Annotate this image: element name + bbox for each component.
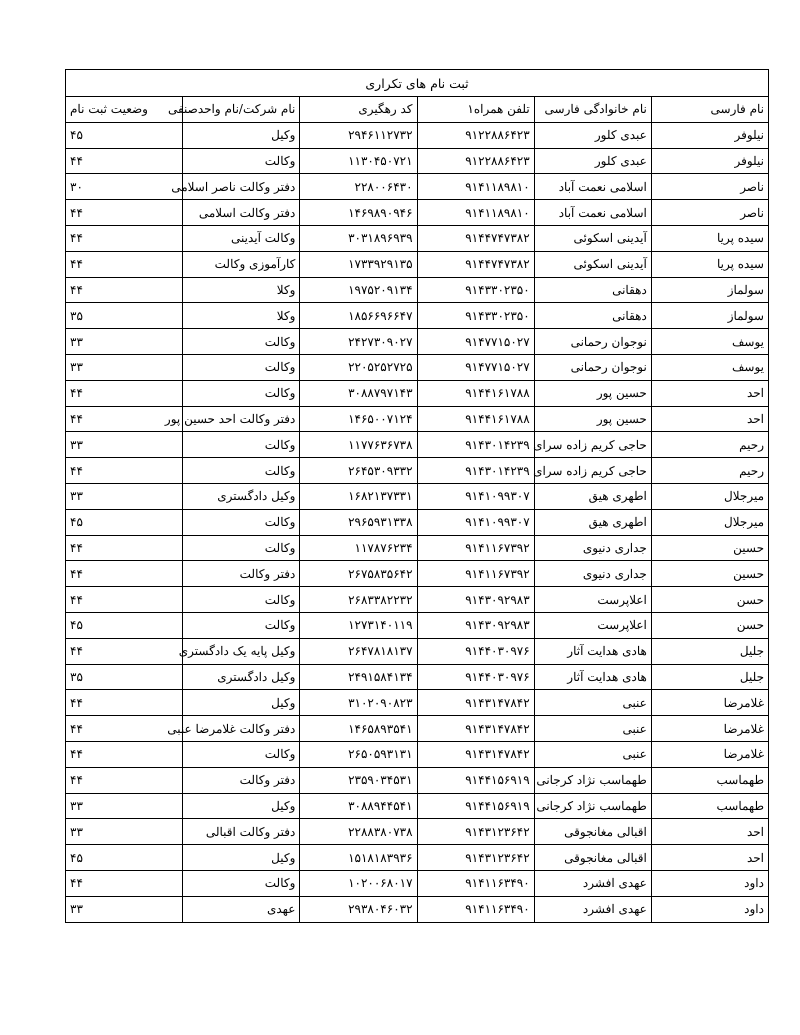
tracking-code-cell: ۱۸۵۶۶۹۶۶۴۷: [300, 303, 417, 329]
last-name-cell: حسین پور: [534, 380, 651, 406]
table-row: [66, 251, 769, 277]
first-name-cell: حسین: [651, 561, 768, 587]
table-body: [66, 122, 769, 922]
table-row: [66, 870, 769, 896]
mobile-cell: ۹۱۴۴۰۳۰۹۷۶: [417, 664, 534, 690]
status-cell: ۴۴: [66, 458, 183, 484]
first-name-cell: نیلوفر: [651, 148, 768, 174]
first-name-cell: احد: [651, 380, 768, 406]
status-cell: ۳۳: [66, 819, 183, 845]
first-name-cell: یوسف: [651, 329, 768, 355]
last-name-cell: عبدی کلور: [534, 122, 651, 148]
header-row: [66, 97, 769, 123]
table-row: [66, 664, 769, 690]
last-name-cell: عنبی: [534, 741, 651, 767]
last-name-cell: اسلامی نعمت آباد: [534, 200, 651, 226]
first-name-cell: سولماز: [651, 303, 768, 329]
status-cell: ۳۵: [66, 664, 183, 690]
company-cell: کارآموزی وکالت: [183, 251, 300, 277]
header-status: وضعیت ثبت نام: [66, 97, 183, 123]
company-cell: وکالت: [183, 458, 300, 484]
company-cell: وکالت آیدینی: [183, 225, 300, 251]
mobile-cell: ۹۱۴۳۰۹۲۹۸۳: [417, 612, 534, 638]
first-name-cell: غلامرضا: [651, 690, 768, 716]
last-name-cell: حسین پور: [534, 406, 651, 432]
mobile-cell: ۹۱۴۱۱۸۹۸۱۰: [417, 200, 534, 226]
tracking-code-cell: ۲۴۹۱۵۸۴۱۳۴: [300, 664, 417, 690]
mobile-cell: ۹۱۴۱۱۶۳۴۹۰: [417, 896, 534, 922]
mobile-cell: ۹۱۴۱۰۹۹۳۰۷: [417, 483, 534, 509]
last-name-cell: اقبالی مغانجوقی: [534, 819, 651, 845]
status-cell: ۴۴: [66, 638, 183, 664]
first-name-cell: احد: [651, 406, 768, 432]
first-name-cell: طهماسب: [651, 767, 768, 793]
table-row: [66, 612, 769, 638]
status-cell: ۳۳: [66, 329, 183, 355]
last-name-cell: دهقانی: [534, 303, 651, 329]
mobile-cell: ۹۱۴۳۱۲۳۶۴۲: [417, 845, 534, 871]
table-row: [66, 303, 769, 329]
first-name-cell: حسن: [651, 612, 768, 638]
tracking-code-cell: ۲۶۸۳۳۸۲۲۳۲: [300, 587, 417, 613]
first-name-cell: میرجلال: [651, 509, 768, 535]
table-row: [66, 845, 769, 871]
status-cell: ۴۴: [66, 200, 183, 226]
last-name-cell: جداری دنیوی: [534, 535, 651, 561]
first-name-cell: حسن: [651, 587, 768, 613]
company-cell: دفتر وکالت ناصر اسلامی: [183, 174, 300, 200]
first-name-cell: احد: [651, 819, 768, 845]
tracking-code-cell: ۲۹۳۸۰۴۶۰۳۲: [300, 896, 417, 922]
table-row: [66, 174, 769, 200]
first-name-cell: رحیم: [651, 432, 768, 458]
tracking-code-cell: ۲۴۲۷۳۰۹۰۲۷: [300, 329, 417, 355]
table-row: [66, 432, 769, 458]
last-name-cell: نوجوان رحمانی: [534, 329, 651, 355]
header-first-name: نام فارسی: [651, 97, 768, 123]
status-cell: ۴۴: [66, 277, 183, 303]
mobile-cell: ۹۱۴۴۱۶۱۷۸۸: [417, 406, 534, 432]
first-name-cell: غلامرضا: [651, 716, 768, 742]
last-name-cell: آیدینی اسکوئی: [534, 225, 651, 251]
last-name-cell: حاجی کریم زاده سرای: [534, 432, 651, 458]
tracking-code-cell: ۲۶۵۰۵۹۳۱۳۱: [300, 741, 417, 767]
company-cell: وکالت: [183, 612, 300, 638]
last-name-cell: هادی هدایت آثار: [534, 638, 651, 664]
first-name-cell: جلیل: [651, 664, 768, 690]
last-name-cell: هادی هدایت آثار: [534, 664, 651, 690]
status-cell: ۴۴: [66, 716, 183, 742]
last-name-cell: عنبی: [534, 716, 651, 742]
table-row: [66, 458, 769, 484]
last-name-cell: عهدی افشرد: [534, 870, 651, 896]
table-row: [66, 122, 769, 148]
duplicate-registrations-table: [65, 69, 769, 923]
mobile-cell: ۹۱۴۴۱۵۶۹۱۹: [417, 793, 534, 819]
first-name-cell: جلیل: [651, 638, 768, 664]
company-cell: وکیل: [183, 793, 300, 819]
last-name-cell: اعلاپرست: [534, 612, 651, 638]
tracking-code-cell: ۲۳۵۹۰۳۴۵۳۱: [300, 767, 417, 793]
last-name-cell: طهماسب نژاد کرجانی: [534, 793, 651, 819]
company-cell: دفتر وکالت اسلامی: [183, 200, 300, 226]
tracking-code-cell: ۲۶۴۵۳۰۹۳۳۲: [300, 458, 417, 484]
last-name-cell: عبدی کلور: [534, 148, 651, 174]
status-cell: ۳۳: [66, 432, 183, 458]
status-cell: ۴۴: [66, 741, 183, 767]
last-name-cell: اطهری هیق: [534, 509, 651, 535]
table-row: [66, 200, 769, 226]
last-name-cell: اعلاپرست: [534, 587, 651, 613]
tracking-code-cell: ۱۴۶۵۰۰۷۱۲۴: [300, 406, 417, 432]
table-row: [66, 896, 769, 922]
tracking-code-cell: ۱۰۲۰۰۶۸۰۱۷: [300, 870, 417, 896]
last-name-cell: اسلامی نعمت آباد: [534, 174, 651, 200]
last-name-cell: دهقانی: [534, 277, 651, 303]
table-row: [66, 587, 769, 613]
mobile-cell: ۹۱۴۷۷۱۵۰۲۷: [417, 354, 534, 380]
tracking-code-cell: ۳۰۳۱۸۹۶۹۳۹: [300, 225, 417, 251]
last-name-cell: طهماسب نژاد کرجانی: [534, 767, 651, 793]
mobile-cell: ۹۱۴۱۰۹۹۳۰۷: [417, 509, 534, 535]
tracking-code-cell: ۲۹۶۵۹۳۱۳۳۸: [300, 509, 417, 535]
table-row: [66, 819, 769, 845]
mobile-cell: ۹۱۲۲۸۸۶۴۲۳: [417, 148, 534, 174]
table-row: [66, 793, 769, 819]
company-cell: وکالت: [183, 432, 300, 458]
table-row: [66, 406, 769, 432]
company-cell: وکالت: [183, 587, 300, 613]
first-name-cell: یوسف: [651, 354, 768, 380]
tracking-code-cell: ۲۲۰۵۲۵۲۷۲۵: [300, 354, 417, 380]
mobile-cell: ۹۱۴۳۱۴۷۸۴۲: [417, 716, 534, 742]
first-name-cell: ناصر: [651, 200, 768, 226]
status-cell: ۴۵: [66, 845, 183, 871]
company-cell: وکالت: [183, 741, 300, 767]
tracking-code-cell: ۲۶۴۷۸۱۸۱۳۷: [300, 638, 417, 664]
table-title: ثبت نام های تکراری: [66, 70, 769, 97]
last-name-cell: اطهری هیق: [534, 483, 651, 509]
status-cell: ۳۳: [66, 896, 183, 922]
status-cell: ۴۴: [66, 535, 183, 561]
company-cell: وکیل: [183, 845, 300, 871]
last-name-cell: عنبی: [534, 690, 651, 716]
table-row: [66, 329, 769, 355]
status-cell: ۴۴: [66, 406, 183, 432]
status-cell: ۴۴: [66, 561, 183, 587]
mobile-cell: ۹۱۲۲۸۸۶۴۲۳: [417, 122, 534, 148]
last-name-cell: آیدینی اسکوئی: [534, 251, 651, 277]
mobile-cell: ۹۱۴۱۱۸۹۸۱۰: [417, 174, 534, 200]
company-cell: وکالت: [183, 329, 300, 355]
company-cell: وکیل دادگستری: [183, 664, 300, 690]
mobile-cell: ۹۱۴۳۰۹۲۹۸۳: [417, 587, 534, 613]
mobile-cell: ۹۱۴۱۱۶۳۴۹۰: [417, 870, 534, 896]
tracking-code-cell: ۳۰۸۸۷۹۷۱۴۳: [300, 380, 417, 406]
company-cell: وکیل پایه یک دادگستری: [183, 638, 300, 664]
last-name-cell: جداری دنیوی: [534, 561, 651, 587]
company-cell: وکلا: [183, 303, 300, 329]
table-row: [66, 380, 769, 406]
mobile-cell: ۹۱۴۷۷۱۵۰۲۷: [417, 329, 534, 355]
table-row: [66, 483, 769, 509]
mobile-cell: ۹۱۴۳۰۱۴۲۳۹: [417, 432, 534, 458]
company-cell: دفتر وکالت غلامرضا عنبی: [183, 716, 300, 742]
mobile-cell: ۹۱۴۴۱۵۶۹۱۹: [417, 767, 534, 793]
tracking-code-cell: ۲۹۴۶۱۱۲۷۳۲: [300, 122, 417, 148]
first-name-cell: داود: [651, 896, 768, 922]
tracking-code-cell: ۱۱۳۰۴۵۰۷۲۱: [300, 148, 417, 174]
status-cell: ۴۴: [66, 587, 183, 613]
status-cell: ۴۵: [66, 509, 183, 535]
mobile-cell: ۹۱۴۳۱۲۳۶۴۲: [417, 819, 534, 845]
status-cell: ۳۳: [66, 793, 183, 819]
first-name-cell: طهماسب: [651, 793, 768, 819]
tracking-code-cell: ۱۶۸۲۱۳۷۳۳۱: [300, 483, 417, 509]
last-name-cell: نوجوان رحمانی: [534, 354, 651, 380]
first-name-cell: سیده پریا: [651, 225, 768, 251]
status-cell: ۴۴: [66, 767, 183, 793]
status-cell: ۴۴: [66, 251, 183, 277]
status-cell: ۳۵: [66, 303, 183, 329]
tracking-code-cell: ۱۴۶۵۸۹۳۵۴۱: [300, 716, 417, 742]
company-cell: دفتر وکالت: [183, 561, 300, 587]
company-cell: وکیل دادگستری: [183, 483, 300, 509]
mobile-cell: ۹۱۴۳۱۴۷۸۴۲: [417, 690, 534, 716]
first-name-cell: نیلوفر: [651, 122, 768, 148]
status-cell: ۴۴: [66, 148, 183, 174]
first-name-cell: احد: [651, 845, 768, 871]
status-cell: ۴۴: [66, 690, 183, 716]
first-name-cell: رحیم: [651, 458, 768, 484]
company-cell: دفتر وکالت احد حسین پور: [183, 406, 300, 432]
tracking-code-cell: ۱۵۱۸۱۸۳۹۳۶: [300, 845, 417, 871]
table-row: [66, 561, 769, 587]
tracking-code-cell: ۳۰۸۸۹۴۴۵۴۱: [300, 793, 417, 819]
company-cell: وکلا: [183, 277, 300, 303]
status-cell: ۴۴: [66, 870, 183, 896]
first-name-cell: میرجلال: [651, 483, 768, 509]
status-cell: ۳۳: [66, 483, 183, 509]
table-row: [66, 509, 769, 535]
mobile-cell: ۹۱۴۳۰۱۴۲۳۹: [417, 458, 534, 484]
table-row: [66, 741, 769, 767]
table-row: [66, 225, 769, 251]
table-row: [66, 535, 769, 561]
title-row: [66, 70, 769, 97]
first-name-cell: داود: [651, 870, 768, 896]
status-cell: ۴۴: [66, 380, 183, 406]
table-row: [66, 638, 769, 664]
tracking-code-cell: ۱۴۶۹۸۹۰۹۴۶: [300, 200, 417, 226]
mobile-cell: ۹۱۴۴۱۶۱۷۸۸: [417, 380, 534, 406]
table-row: [66, 354, 769, 380]
tracking-code-cell: ۲۲۸۸۳۸۰۷۳۸: [300, 819, 417, 845]
company-cell: وکالت: [183, 148, 300, 174]
first-name-cell: غلامرضا: [651, 741, 768, 767]
mobile-cell: ۹۱۴۳۳۰۲۳۵۰: [417, 303, 534, 329]
mobile-cell: ۹۱۴۴۷۴۷۳۸۲: [417, 225, 534, 251]
tracking-code-cell: ۲۲۸۰۰۶۴۳۰: [300, 174, 417, 200]
company-cell: دفتر وکالت: [183, 767, 300, 793]
tracking-code-cell: ۱۱۷۷۶۳۶۷۳۸: [300, 432, 417, 458]
company-cell: وکالت: [183, 870, 300, 896]
first-name-cell: ناصر: [651, 174, 768, 200]
table-row: [66, 148, 769, 174]
status-cell: ۳۰: [66, 174, 183, 200]
company-cell: وکالت: [183, 535, 300, 561]
table-row: [66, 767, 769, 793]
status-cell: ۴۵: [66, 612, 183, 638]
company-cell: وکالت: [183, 380, 300, 406]
last-name-cell: عهدی افشرد: [534, 896, 651, 922]
tracking-code-cell: ۳۱۰۲۰۹۰۸۲۳: [300, 690, 417, 716]
status-cell: ۳۳: [66, 354, 183, 380]
tracking-code-cell: ۲۶۷۵۸۳۵۶۴۲: [300, 561, 417, 587]
first-name-cell: سیده پریا: [651, 251, 768, 277]
mobile-cell: ۹۱۴۳۱۴۷۸۴۲: [417, 741, 534, 767]
header-last-name: نام خانوادگی فارسی: [534, 97, 651, 123]
mobile-cell: ۹۱۴۴۰۳۰۹۷۶: [417, 638, 534, 664]
mobile-cell: ۹۱۴۱۱۶۷۳۹۲: [417, 535, 534, 561]
tracking-code-cell: ۱۷۳۳۹۲۹۱۳۵: [300, 251, 417, 277]
last-name-cell: اقبالی مغانجوقی: [534, 845, 651, 871]
status-cell: ۴۵: [66, 122, 183, 148]
table-row: [66, 277, 769, 303]
table-row: [66, 716, 769, 742]
company-cell: وکیل: [183, 122, 300, 148]
mobile-cell: ۹۱۴۳۳۰۲۳۵۰: [417, 277, 534, 303]
tracking-code-cell: ۱۲۷۳۱۴۰۱۱۹: [300, 612, 417, 638]
company-cell: وکیل: [183, 690, 300, 716]
table-row: [66, 690, 769, 716]
company-cell: وکالت: [183, 354, 300, 380]
mobile-cell: ۹۱۴۱۱۶۷۳۹۲: [417, 561, 534, 587]
company-cell: دفتر وکالت اقبالی: [183, 819, 300, 845]
header-company: نام شرکت/نام واحدصنفی: [183, 97, 300, 123]
header-mobile: تلفن همراه۱: [417, 97, 534, 123]
company-cell: وکالت: [183, 509, 300, 535]
last-name-cell: حاجی کریم زاده سرای: [534, 458, 651, 484]
company-cell: عهدی: [183, 896, 300, 922]
first-name-cell: حسین: [651, 535, 768, 561]
header-tracking-code: کد رهگیری: [300, 97, 417, 123]
status-cell: ۴۴: [66, 225, 183, 251]
mobile-cell: ۹۱۴۴۷۴۷۳۸۲: [417, 251, 534, 277]
first-name-cell: سولماز: [651, 277, 768, 303]
tracking-code-cell: ۱۱۷۸۷۶۲۳۴: [300, 535, 417, 561]
tracking-code-cell: ۱۹۷۵۲۰۹۱۳۴: [300, 277, 417, 303]
